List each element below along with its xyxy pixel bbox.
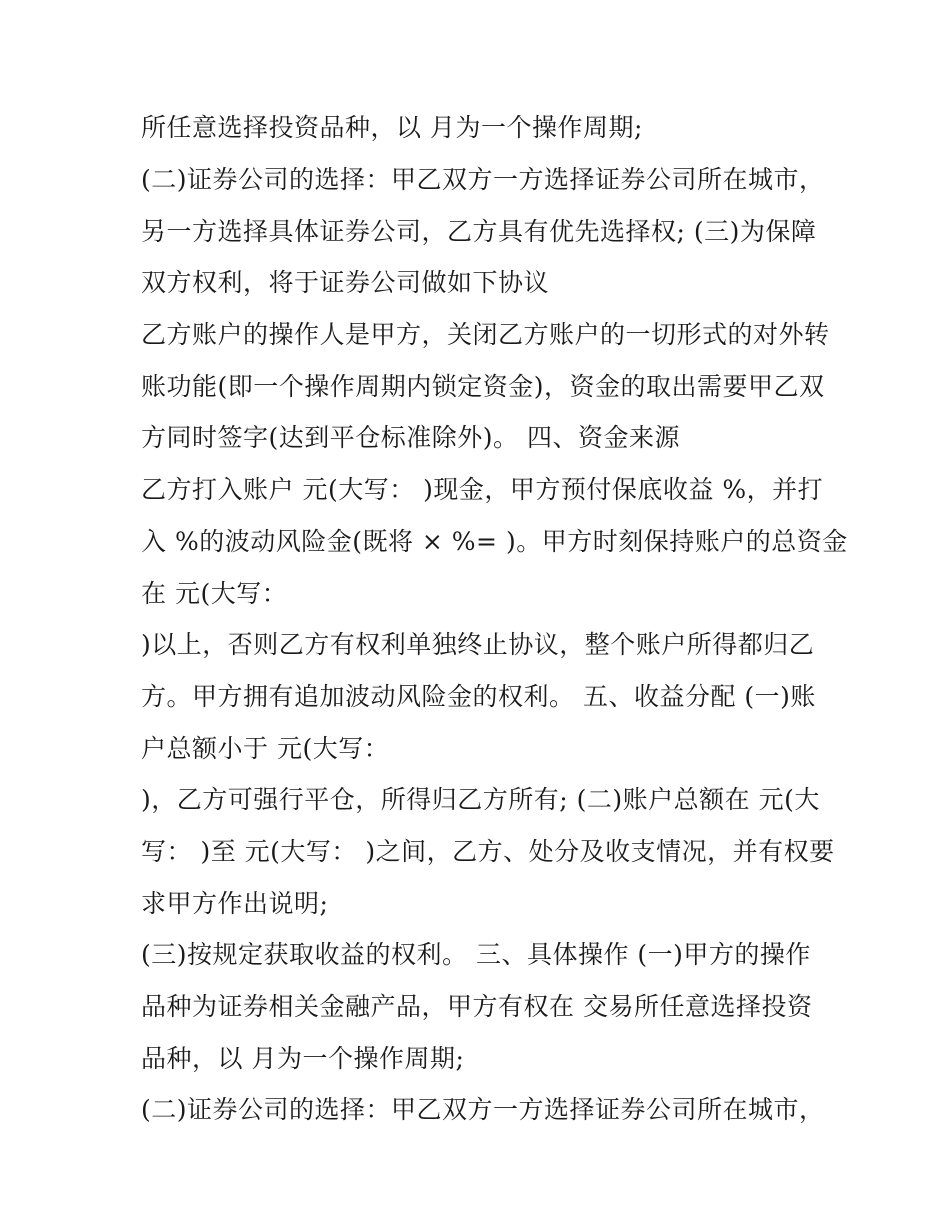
text-line: 另一方选择具体证券公司，乙方具有优先选择权; (三)为保障: [141, 217, 817, 246]
text-line: 求甲方作出说明;: [141, 889, 329, 918]
text-line: 入 %的波动风险金(既将 × %= )。甲方时刻保持账户的总资金: [141, 527, 848, 556]
text-line: 方同时签字(达到平仓标准除外)。 四、资金来源: [141, 423, 680, 452]
text-line: 方。甲方拥有追加波动风险金的权利。 五、收益分配 (一)账: [141, 682, 816, 711]
text-line: 写： )至 元(大写： )之间，乙方、处分及收支情况，并有权要: [141, 837, 835, 866]
text-line: 双方权利，将于证券公司做如下协议: [141, 268, 550, 297]
text-line: 账功能(即一个操作周期内锁定资金)，资金的取出需要甲乙双: [141, 372, 825, 401]
text-line: 品种，以 月为一个操作周期;: [141, 1044, 465, 1073]
text-line: 户总额小于 元(大写：: [141, 734, 390, 763]
text-line: )以上，否则乙方有权利单独终止协议，整个账户所得都归乙: [141, 630, 815, 659]
text-line: )，乙方可强行平仓，所得归乙方所有; (二)账户总额在 元(大: [141, 785, 820, 814]
text-line: 所任意选择投资品种，以 月为一个操作周期;: [141, 113, 643, 142]
text-line: 乙方打入账户 元(大写： )现金，甲方预付保底收益 %，并打: [141, 475, 824, 504]
text-line: (二)证券公司的选择：甲乙双方一方选择证券公司所在城市，: [141, 1095, 825, 1124]
text-line: (二)证券公司的选择：甲乙双方一方选择证券公司所在城市，: [141, 165, 825, 194]
text-line: 品种为证券相关金融产品，甲方有权在 交易所任意选择投资: [141, 992, 813, 1021]
text-line: 乙方账户的操作人是甲方，关闭乙方账户的一切形式的对外转: [141, 320, 830, 349]
text-line: (三)按规定获取收益的权利。 三、具体操作 (一)甲方的操作: [141, 940, 811, 969]
text-line: 在 元(大写：: [141, 579, 288, 608]
